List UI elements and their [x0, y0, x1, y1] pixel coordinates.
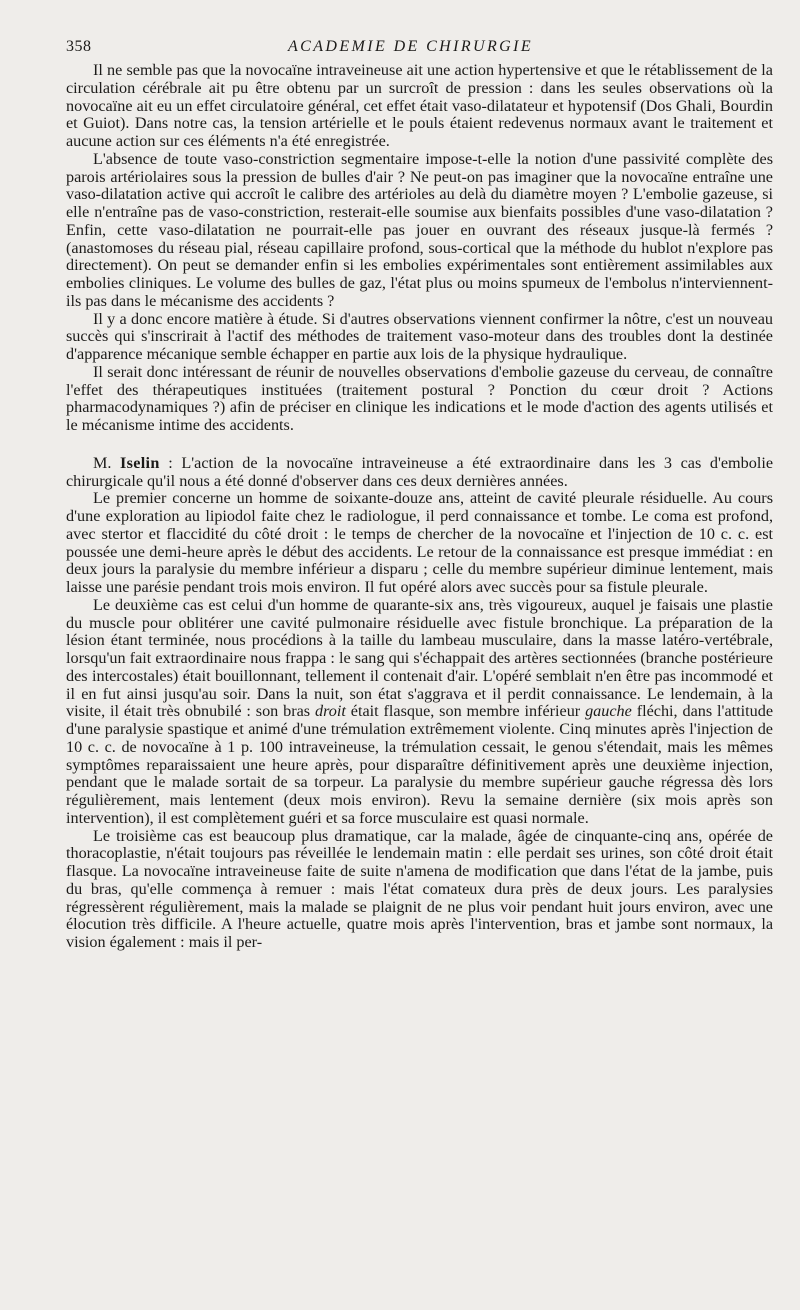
paragraph-case-3: Le troisième cas est beaucoup plus dramatique, car la malade, âgée de cinquante-cinq ans, opérée de thoracoplastie, n'était toujours pas réveillée le lendemain matin : elle perdait ses urines, son côté droit était flasque. La novocaïne intraveineuse faite de suite n'amena de modification que dans l'état de la jambe, puis du bras, qu'elle commença à remuer : mais l'état comateux dura près de deux jours. Les paralysies régressèrent régulièrement, mais la malade se plaignit de ne plus voir pendant huit jours environ, avec une élocution très difficile. A l'heure actuelle, quatre mois après l'intervention, bras et jambe sont normaux, la vision également : mais il per-	[66, 826, 773, 951]
paragraph: L'absence de toute vaso-constriction segmentaire impose-t-elle la notion d'une passivité complète des parois artériolaires sous la pression de bulles d'air ? Ne peut-on pas imaginer que la novocaïne entraîne une vaso-dilatation active qui accroît le calibre des artérioles au delà du diamètre moyen ? L'embolie gazeuse, si elle n'entraîne pas de vaso-constriction, resterait-elle soumise aux bienfaits possibles d'une vaso-dilatation ? Enfin, cette vaso-dilatation ne pourrait-elle pas jouer en ouvrant des réseaux jusque-là fermés ? (anastomoses du réseau pial, réseau capillaire profond, sous-cortical que la méthode du hublot n'explore pas directement). On peut se demander enfin si les embolies expérimentales sont entièrement assimilables aux embolies cliniques. Le volume des bulles de gaz, l'état plus ou moins spumeux de l'embolus n'interviennent-ils pas dans le mécanisme des accidents ?	[66, 149, 773, 310]
case2-emphasis-gauche: gauche	[585, 702, 632, 721]
paragraph: Le premier concerne un homme de soixante-douze ans, atteint de cavité pleurale résiduelle. Au cours d'une exploration au lipiodol faite chez le radiologue, il perd connaissance et tombe. Le coma est profond, avec stertor et flaccidité du côté droit : le temps de chercher de la novocaïne et l'injection de 10 c. c. est poussée une demi-heure après le début des accidents. Le retour de la connaissance est presque immédiat : en deux jours la paralysie du membre inférieur a disparu ; celle du membre supérieur diminue lentement, mais laisse une parésie pendant trois mois environ. Il fut opéré alors avec succès pour sa fistule pleurale.	[66, 489, 773, 596]
paragraph: Il y a donc encore matière à étude. Si d'autres observations viennent confirmer la nôtre, c'est un nouveau succès qui s'inscrirait à l'actif des méthodes de traitement vaso-moteur dans des troubles dont la destinée d'apparence mécanique semble échapper en partie aux lois de la physique hydraulique.	[66, 309, 773, 363]
body-text	[66, 62, 773, 952]
paragraph-case-2	[66, 597, 773, 828]
page-number: 358	[66, 38, 92, 55]
paragraph: Il serait donc intéressant de réunir de nouvelles observations d'embolie gazeuse du cerveau, de connaître l'effet des thérapeutiques instituées (traitement postural ? Ponction du cœur droit ? Actions pharmacodynamiques ?) afin de préciser en clinique les indications et le mode d'action des agents utilisés et le mécanisme intime des accidents.	[66, 362, 773, 434]
case2-text-c: fléchi, dans l'attitude d'une paralysie spastique et animé d'une trémulation extrêmement violente. Cinq minutes après l'injection de 10 c. c. de novocaïne à 1 p. 100 intraveineuse, la trémulation cessait, le genou s'étendait, mais les mêmes symptômes reparaissaient une heure après, pour disparaître définitivement après une deuxième injection, pendant que le malade sortait de sa torpeur. La paralysie du membre supérieur gauche régressa dès lors régulièrement, mais lentement (deux mois environ). Revu la semaine dernière (six mois après son intervention), il est complètement guéri et sa force musculaire est quasi normale.	[66, 702, 773, 827]
running-title: ACADEMIE DE CHIRURGIE	[288, 38, 534, 55]
page-header	[66, 0, 773, 62]
speaker-prefix: M.	[93, 453, 121, 472]
paragraph: Il ne semble pas que la novocaïne intraveineuse ait une action hypertensive et que le rétablissement de la circulation cérébrale ait pu être obtenu par un surcroît de pression : dans les seules observations où la novocaïne ait eu un effet circulatoire général, cet effet était vaso-dilatateur et hypotensif (Dos Ghali, Bourdin et Guiot). Dans notre cas, la tension artérielle et le pouls étaient redevenus normaux avant le traitement et aucune action sur ces éléments n'a été enregistrée.	[66, 61, 773, 150]
speaker-text: : L'action de la novocaïne intraveineuse a été extraordinaire dans les 3 cas d'embolie chirurgicale qu'il nous a été donné d'observer dans ces deux dernières années.	[66, 453, 773, 490]
speaker-paragraph	[66, 455, 773, 491]
case2-text-b: était flasque, son membre inférieur	[345, 702, 586, 721]
case2-text-a: Le deuxième cas est celui d'un homme de quarante-six ans, très vigoureux, auquel je faisais une plastie du muscle pour oblitérer une cavité pulmonaire résiduelle avec fistule bronchique. La préparation de la lésion étant terminée, nous procédions à la taille du lambeau musculaire, dans la masse latéro-vertébrale, lorsqu'un fait extraordinaire nous frappa : le sang qui s'échappait des artères sectionnées (branche postérieure des intercostales) était bouillonnant, tellement il contenait d'air. L'opéré semblait n'en être pas incommodé et il en fut ainsi jusqu'au soir. Dans la nuit, son état s'aggrava et il perdit connaissance. Le lendemain, à la visite, il était très obnubilé : son bras	[66, 595, 773, 721]
case2-emphasis-droit: droit	[315, 702, 346, 721]
speaker-name: Iselin	[120, 453, 160, 472]
